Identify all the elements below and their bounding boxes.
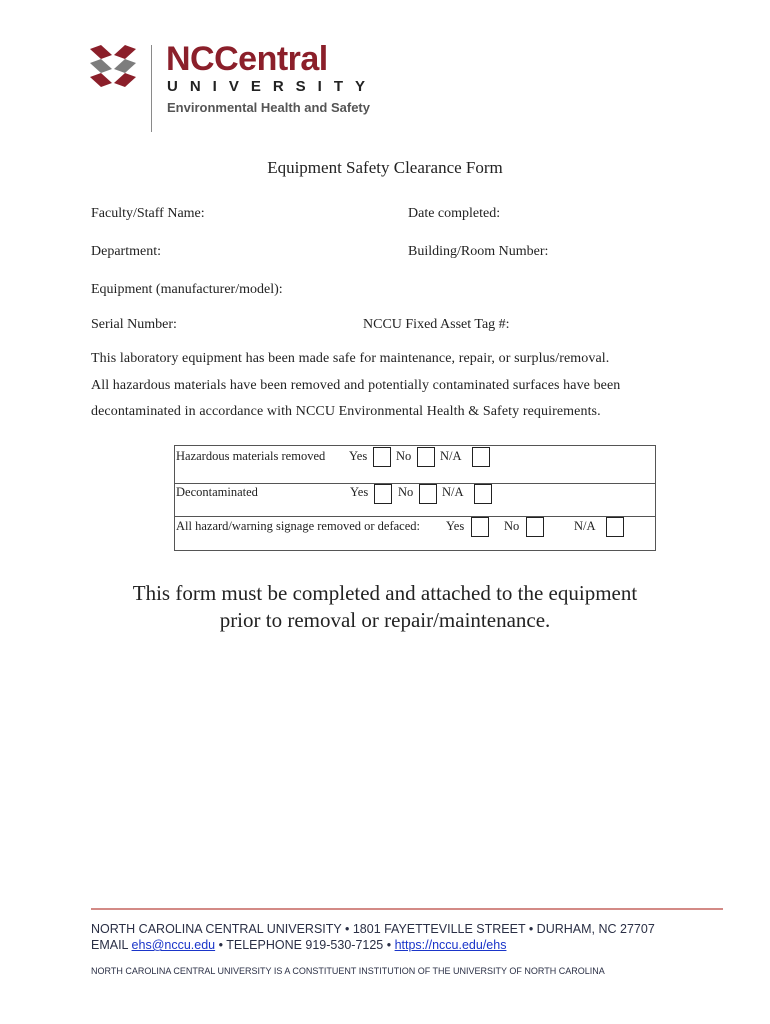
university-logo-wordmark: NCCentral	[166, 40, 328, 78]
no-label: No	[398, 485, 414, 499]
chevron-shield-logo-icon	[88, 45, 138, 93]
no-label: No	[504, 519, 520, 533]
decontaminated-yes-checkbox[interactable]	[374, 484, 392, 504]
signage-na-checkbox[interactable]	[606, 517, 624, 537]
clearance-checklist	[174, 445, 656, 551]
checklist-label-decontaminated: Decontaminated	[176, 485, 258, 499]
footer-institution-note: NORTH CAROLINA CENTRAL UNIVERSITY IS A CONSTITUENT INSTITUTION OF THE UNIVERSITY OF NORTH CAROLINA	[91, 966, 605, 976]
yes-label: Yes	[446, 519, 465, 533]
footer-divider	[91, 908, 723, 910]
website-link[interactable]: https://nccu.edu/ehs	[394, 938, 507, 952]
notice-line: This form must be completed and attached to the equipment	[132, 581, 638, 605]
hazardous-no-checkbox[interactable]	[417, 447, 435, 467]
form-title: Equipment Safety Clearance Form	[267, 158, 503, 177]
row-divider	[175, 516, 655, 517]
notice-line: prior to removal or repair/maintenance.	[219, 608, 551, 632]
statement-line: This laboratory equipment has been made safe for maintenance, repair, or surplus/removal.	[91, 351, 610, 366]
na-label: N/A	[442, 485, 464, 499]
faculty-name-field[interactable]: Faculty/Staff Name:	[91, 206, 205, 221]
asset-tag-field[interactable]: NCCU Fixed Asset Tag #:	[363, 317, 510, 332]
department-field[interactable]: Department:	[91, 244, 161, 259]
na-label: N/A	[574, 519, 596, 533]
checklist-label-signage: All hazard/warning signage removed or defaced:	[176, 519, 420, 533]
checklist-label-hazardous: Hazardous materials removed	[176, 449, 326, 463]
row-divider	[175, 483, 655, 484]
na-label: N/A	[440, 449, 462, 463]
department-name: Environmental Health and Safety	[167, 100, 370, 115]
signage-yes-checkbox[interactable]	[471, 517, 489, 537]
hazardous-yes-checkbox[interactable]	[373, 447, 391, 467]
no-label: No	[396, 449, 412, 463]
signage-no-checkbox[interactable]	[526, 517, 544, 537]
yes-label: Yes	[350, 485, 369, 499]
equipment-field[interactable]: Equipment (manufacturer/model):	[91, 282, 283, 297]
university-logo-subtitle: UNIVERSITY	[167, 78, 378, 95]
decontaminated-no-checkbox[interactable]	[419, 484, 437, 504]
completion-notice	[0, 580, 770, 634]
footer-contact	[91, 938, 506, 952]
serial-number-field[interactable]: Serial Number:	[91, 317, 177, 332]
building-room-field[interactable]: Building/Room Number:	[408, 244, 549, 259]
decontaminated-na-checkbox[interactable]	[474, 484, 492, 504]
date-completed-field[interactable]: Date completed:	[408, 206, 501, 221]
email-label: EMAIL	[91, 938, 129, 952]
email-link[interactable]: ehs@nccu.edu	[131, 938, 216, 952]
hazardous-na-checkbox[interactable]	[472, 447, 490, 467]
logo-divider	[151, 45, 152, 132]
statement-line: decontaminated in accordance with NCCU Environmental Health & Safety requirements.	[91, 404, 601, 419]
telephone-text: • TELEPHONE 919-530-7125 •	[215, 938, 395, 952]
statement-line: All hazardous materials have been removed and potentially contaminated surfaces have been	[91, 378, 621, 393]
footer-address: NORTH CAROLINA CENTRAL UNIVERSITY • 1801 FAYETTEVILLE STREET • DURHAM, NC 27707	[91, 922, 655, 936]
yes-label: Yes	[349, 449, 368, 463]
